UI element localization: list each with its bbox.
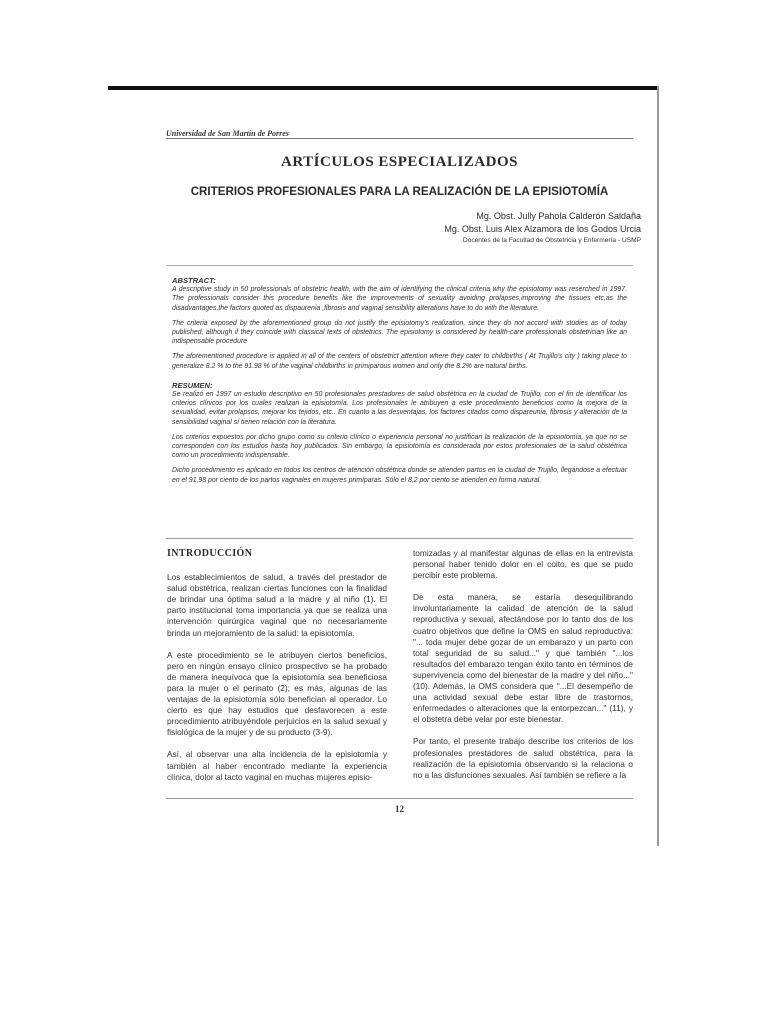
resumen-paragraph-3: Dicho procedimiento es aplicado en todos los centros de atención obstétrica donde se atienden partos en la ciudad de Trujillo, llegándose a efectuar en el 91,98 por ciento de los partos vaginales en mujeres primíparas. Sólo el 8,2 por ciento se atienden en forma natural. [172,467,627,484]
intro-paragraph-5: De esta manera, se estaría desequilibrando involuntariamente la calidad de atención de la salud reproductiva y sexual, afectándose por lo tanto dos de los cuatro objetivos que define la OMS en salud reproductiva: "... toda mujer debe gozar de un embarazo y un parto con total seguridad de su salud..." y que también "...los resultados del embarazo tengan éxito tanto en términos de supervivencia como del bienestar de la madre y del niño..." (10). Además, la OMS considera que "...El desempeño de una actividad sexual debe estar libre de trastornos, enfermedades o alteraciones que la entorpezcan..." (11), y el obstetra debe velar por este bienestar. [413,592,633,725]
footer-rule [166,798,633,799]
page-right-edge [657,86,659,846]
journal-name: Universidad de San Martín de Porres [166,129,289,138]
author-2: Mg. Obst. Luis Alex Alzamora de los Godos Urcia [444,224,641,234]
author-block [444,210,641,245]
intro-paragraph-2: A este procedimiento se le atribuyen ciertos beneficios, pero en ningún ensayo clínico prospectivo se ha probado de manera inequívoca que la episiotomía sea beneficiosa para la mujer o el perinato (2); es más, algunas de las ventajas de la episiotomía sólo benefician al operador. Lo cierto es que hay estudios que desfavorecen a este procedimiento atribuyéndole perjuicios en la salud sexual y fisiológica de la mujer y de su producto (3-9). [167,649,387,738]
resumen-paragraph-2: Los criterios expuestos por dicho grupo como su criterio clínico o experiencia personal no justifican la realización de la episiotomía, ya que no se corresponden con los estudios hasta hoy publicados. Sin embargo, la episiotomía es considerada por estos profesionales de la salud obstétrica como un procedimiento indispensable. [172,433,627,460]
page-number: 12 [395,804,404,814]
abstract-paragraph-3: The aforementioned procedure is applied in all of the centers of obstetrict attention where they cater to childbirths ( At Trujillo's city ) taking place to generalize 8.2 % to the 91.98 % of the vaginal childbirths in primiparous women and only the 8.2% are natural births. [172,353,627,370]
intro-paragraph-6: Por tanto, el presente trabajo describe los criterios de los profesionales prestadores de salud obstétrica, para la realización de la episiotomía observando si la relaciona o no a las disfunciones sexuales. Así también se refiere a la [413,736,633,780]
abstract-bottom-rule [166,538,633,539]
intro-paragraph-3: Así, al observar una alta incidencia de la episiotomía y también al haber encontrado mediante la experiencia clínica, dolor al tacto vaginal en muchas mujeres episio- [167,749,387,782]
abstract-block [172,276,627,491]
section-title: ARTÍCULOS ESPECIALIZADOS [281,154,518,170]
author-1: Mg. Obst. Jully Pahola Calderón Saldaña [476,211,641,221]
intro-paragraph-1: Los establecimientos de salud, a través del prestador de salud obstétrica, realizan ciertas funciones con la finalidad de brindar una óptima salud a la madre y al niño (1). El parto institucional toma importancia ya que se realiza una intervención quirúrgica vaginal que no necesariamente brinda un mejoramiento de la salud: la episiotomía. [167,572,387,638]
author-affiliation: Docentes de la Facultad de Obstetricia y Enfermería - USMP [462,237,641,244]
abstract-paragraph-1: A descriptive study in 50 professionals of obstetric health, with the aim of identifying the clinical criteria why the episiotomy was reserched in 1997. The professionals consider this procedure benefits like the improvements of sexuality avoiding prolapses,improving the tissues etc,as the disadvantages,the factors quoted as dispaurenia ,fibrosis and vaginal sensibility alterations have to do with the literature. [172,286,627,312]
resumen-paragraph-1: Se realizó en 1997 un estudio descriptivo en 50 profesionales prestadores de salud obstétrica en la ciudad de Trujillo, con el fin de identificar los criterios clínicos por los cuales realizan la episiotomía. Los profesionales le atribuyen a este procedimiento beneficios como la mejora de la sexualidad, evitar prolapsos, mejorar los tejidos, etc.. En cuanto a las desventajas, los factores citados como dispareunia, fibrosis y alteración de la sensibilidad vaginal sí tienen relación con la literatura. [172,391,627,426]
resumen-heading: RESUMEN: [172,380,213,390]
abstract-heading: ABSTRACT: [172,276,216,285]
intro-heading: INTRODUCCIÓN [167,548,253,559]
header-rule [166,138,633,139]
intro-paragraph-4: tomizadas y al manifestar algunas de ellas en la entrevista personal haber tenido dolor en el coito, es que se pudo percibir este problema. [413,548,633,581]
top-border-rule [108,86,658,90]
abstract-paragraph-2: The criteria exposed by the aforementioned group do not justify the episiotomy's realization, since they do not accord with studies as of today published, although if they coincide with classical texts of obstetrics. The episiotomy is considered by health-care professionals obstetrician like an indispensable procedure [172,319,627,346]
body-column-left [167,548,387,794]
article-title: CRITERIOS PROFESIONALES PARA LA REALIZACIÓN DE LA EPISIOTOMÍA [190,185,609,198]
abstract-top-rule [166,265,633,266]
body-column-right [413,548,633,792]
